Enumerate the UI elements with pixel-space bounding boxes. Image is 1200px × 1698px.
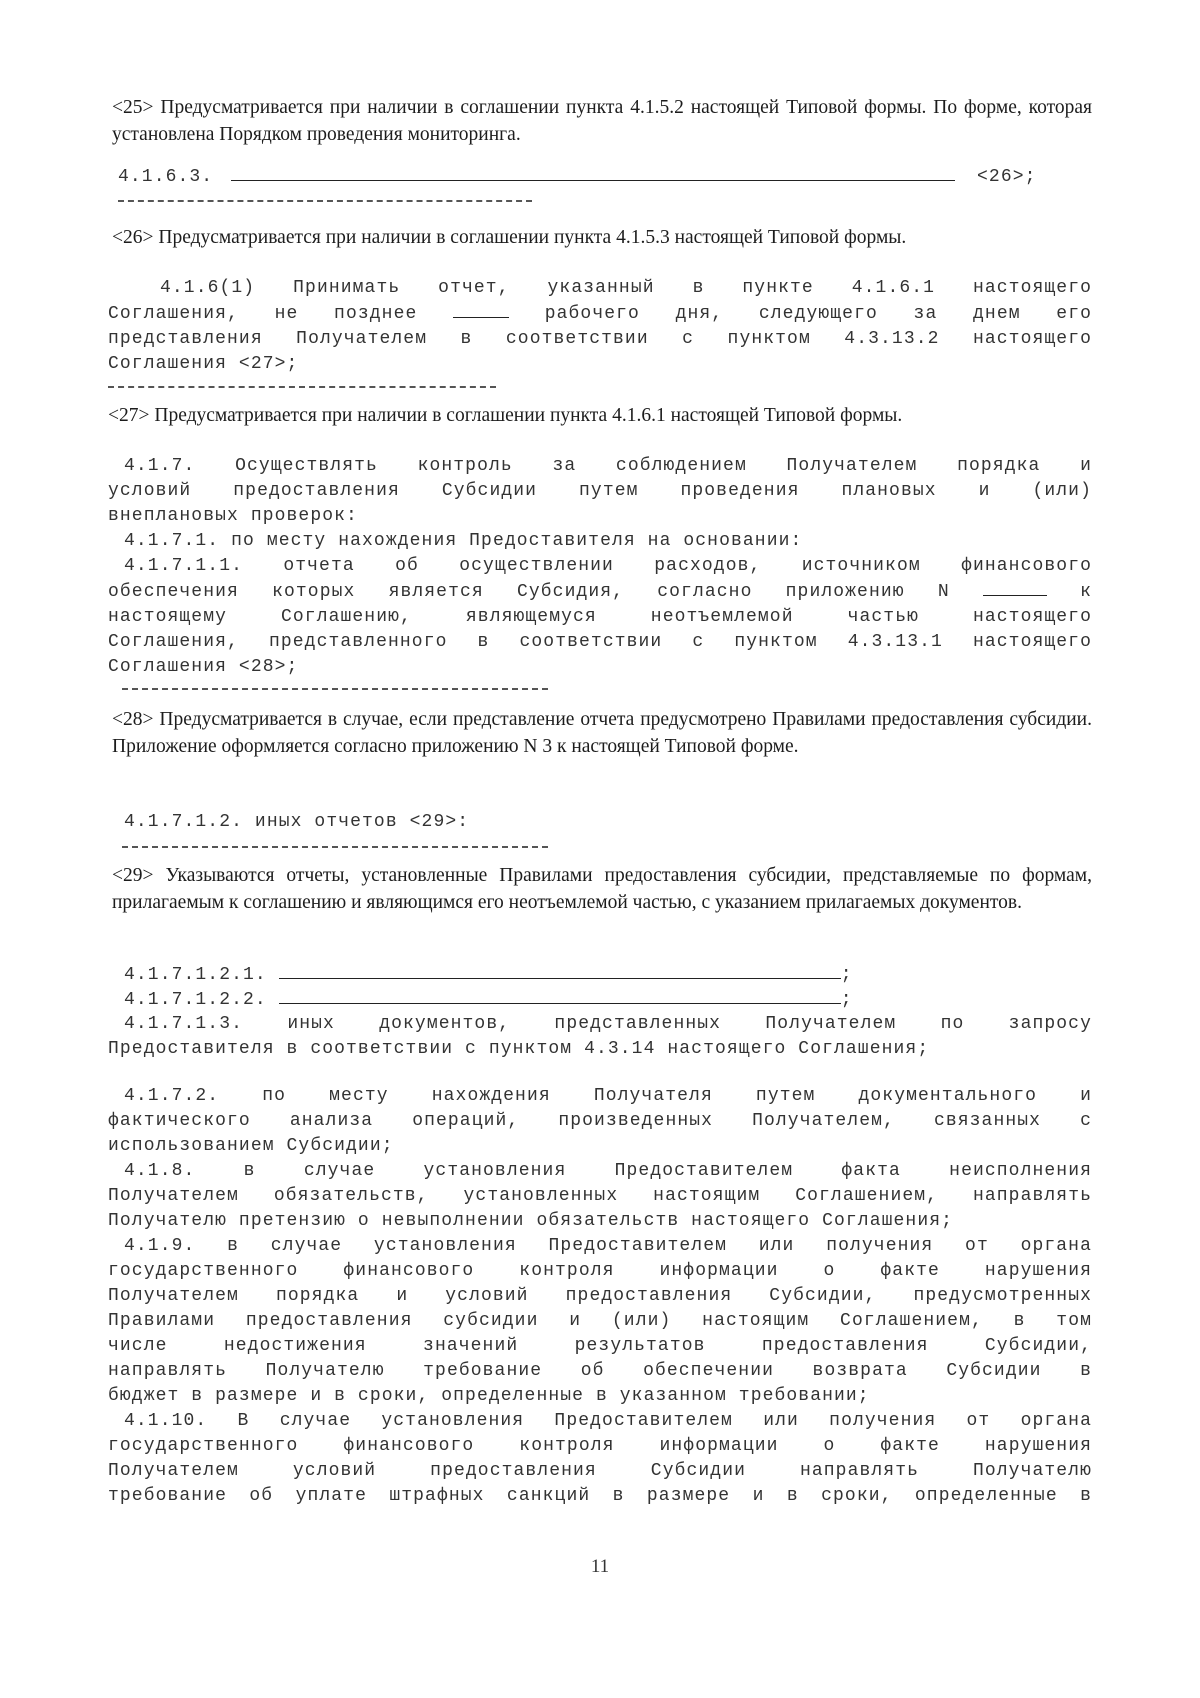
clause-4-1-9: 4.1.9. в случае установления Предоставителем или получения от органа xyxy=(124,1236,1092,1256)
clause-4-1-7-1-3: 4.1.7.1.3. иных документов, представленных Получателем по запросу Предоставителя в соответствии с пунктом 4.3.14 настоящего Соглашения; xyxy=(108,1014,1092,1059)
footnote-separator xyxy=(118,200,532,202)
footnote-separator xyxy=(108,386,496,388)
clause-4-1-6-1: 4.1.6(1) Принимать отчет, указанный в пункте 4.1.6.1 настоящего Соглашения, не позднее рабочего дня, следующего за днем его представления Получателем в соответствии с пунктом 4.3.13.2 настоящего Соглашения <27>; xyxy=(108,278,1093,374)
clause-4-1-7-1-2-2: 4.1.7.1.2.2. ; xyxy=(124,987,1092,1013)
clause-4-1-7-2: 4.1.7.2. по месту нахождения Получателя путем документального и xyxy=(124,1086,1092,1106)
blank-report-line xyxy=(279,962,841,979)
clause-4-1-10: 4.1.10. В случае установления Предоставителем или получения от органа xyxy=(124,1411,1092,1431)
clause-4-1-7: 4.1.7. Осуществлять контроль за соблюдением Получателем порядка и условий предоставления Субсидии путем проведения плановых и (или) внеплановых проверок: 4.1.7.1. по месту нахождения Предоставителя на основании: 4.1.7.1.1. отчета об осуществлении расходов, источником финансового обеспечения которых является Субсидия, согласно приложению N к настоящему Соглашению, являющемуся неотъемлемой частью настоящего Соглашения, представленного в соответствии с пунктом 4.3.13.1 настоящего Соглашения <28>; xyxy=(108,456,1093,677)
footnote-separator xyxy=(122,846,548,848)
footnote-26: <26> Предусматривается при наличии в соглашении пункта 4.1.5.3 настоящей Типовой формы. xyxy=(112,227,907,248)
footnote-ref-26: <26>; xyxy=(977,167,1037,187)
clauses-4-1-7-2-to-4-1-10: 4.1.7.2. по месту нахождения Получателя путем документального и фактического анализа операций, произведенных Получателем, связанных с использованием Субсидии; 4.1.8. в случае установления Предоставителем факта неисполнения Получателем обязательств, установленных настоящим Соглашением, направлять Получателю претензию о невыполнении обязательств настоящего Соглашения; 4.1.9. в случае установления Предоставителем или получения от органа государственного финансового контроля информации о факте нарушения Получателем порядка и условий предоставления Субсидии, предусмотренных Правилами предоставления субсидии и (или) настоящим Соглашением, в том числе недостижения значений результатов предоставления Субсидии, направлять Получателю требование об обеспечении возврата Субсидии в бюджет в размере и в сроки, определенные в указанном требовании; 4.1.10. В случае установления Предоставителем или получения от органа государственного финансового контроля информации о факте нарушения Получателем условий предоставления Субсидии направлять Получателю требование об уплате штрафных санкций в размере и в сроки, определенные в xyxy=(108,1086,1092,1506)
clause-4-1-7-1-1: 4.1.7.1.1. отчета об осуществлении расходов, источником финансового xyxy=(124,556,1092,576)
blank-field-line xyxy=(231,164,955,181)
page-number: 11 xyxy=(590,1556,610,1577)
footnote-27: <27> Предусматривается при наличии в соглашении пункта 4.1.6.1 настоящей Типовой формы. xyxy=(108,405,903,426)
blank-days-field xyxy=(453,301,509,318)
clause-4-1-6-3 xyxy=(118,164,1092,190)
blank-appendix-number xyxy=(983,579,1047,596)
clause-4-1-8: 4.1.8. в случае установления Предоставителем факта неисполнения xyxy=(124,1161,1092,1181)
clause-number: 4.1.6.3. xyxy=(118,167,214,187)
clause-4-1-7-1: 4.1.7.1. по месту нахождения Предоставителя на основании: xyxy=(124,531,803,551)
footnote-separator xyxy=(122,688,548,690)
blank-report-line xyxy=(279,987,841,1004)
clause-4-1-7-1-2: 4.1.7.1.2. иных отчетов <29>: xyxy=(124,812,470,832)
footnote-28: <28> Предусматривается в случае, если представление отчета предусмотрено Правилами предоставления субсидии. Приложение оформляется согласно приложению N 3 к настоящей Типовой форме. xyxy=(112,709,1092,757)
clause-4-1-7-1-2-1: 4.1.7.1.2.1. ; xyxy=(124,962,1092,988)
footnote-29: <29> Указываются отчеты, установленные Правилами предоставления субсидии, представляемые по формам, прилагаемым к соглашению и являющимся его неотъемлемой частью, с указанием прилагаемых документов. xyxy=(112,865,1092,913)
footnote-25: <25> Предусматривается при наличии в соглашении пункта 4.1.5.2 настоящей Типовой формы. По форме, которая установлена Порядком проведения мониторинга. xyxy=(112,97,1092,145)
